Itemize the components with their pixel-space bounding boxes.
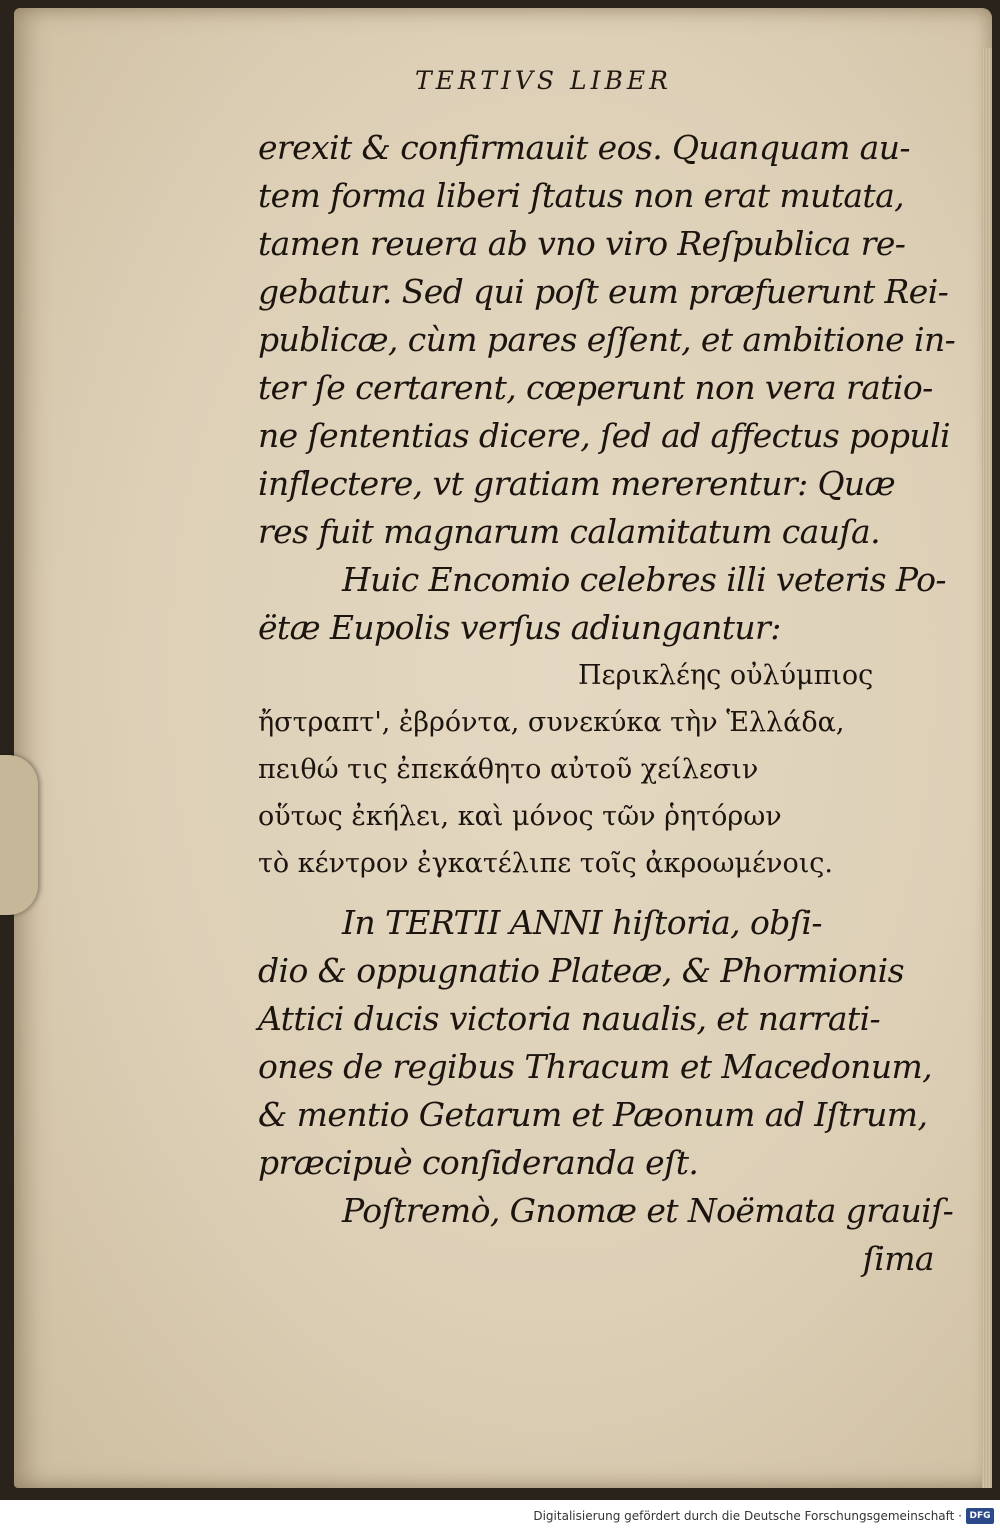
greek-verse-line: ἤστραπτ', ἐβρόντα, συνεκύκα τὴν Ἑλλάδα,	[258, 707, 845, 738]
binding-clip	[0, 755, 38, 915]
dfg-logo-icon: DFG	[966, 1508, 994, 1524]
text-line: res fuit magnarum calamitatum cauſa.	[258, 512, 880, 551]
greek-verse-line: πειθώ τις ἐπεκάθητο αὐτοῦ χείλεσιν	[258, 754, 759, 785]
text-line: & mentio Getarum et Pæonum ad Iſtrum,	[258, 1095, 928, 1134]
text-line: ter ſe certarent, cœperunt non vera ratio-	[258, 368, 933, 407]
text-line: præcipuè conſideranda eſt.	[258, 1143, 699, 1182]
text-line: Poſtremò, Gnomæ et Noëmata grauiſ-	[342, 1191, 954, 1230]
text-line: inflectere, vt gratiam mererentur: Quæ	[258, 464, 896, 503]
text-line: ones de regibus Thracum et Macedonum,	[258, 1047, 933, 1086]
text-line: dio & oppugnatio Plateæ, & Phormionis	[258, 951, 904, 990]
greek-verse-line: τὸ κέντρον ἐγκατέλιπε τοῖς ἀκροωμένοις.	[258, 848, 834, 879]
text-line: ëtæ Eupolis verſus adiungantur:	[258, 608, 781, 647]
text-line: tamen reuera ab vno viro Reſpublica re-	[258, 224, 906, 263]
text-line: erexit & confirmauit eos. Quanquam au-	[258, 128, 910, 167]
text-line: ne ſententias dicere, ſed ad affectus populi	[258, 416, 950, 455]
running-head: TERTIVS LIBER	[415, 66, 672, 95]
footer-credit: Digitalisierung gefördert durch die Deutsche Forschungsgemeinschaft ·	[533, 1509, 962, 1523]
text-line: In TERTII ANNI hiſtoria, obſi-	[342, 903, 822, 942]
paragraph-gap	[258, 887, 958, 899]
catchword: ſima	[862, 1239, 934, 1278]
text-line: tem forma liberi ſtatus non erat mutata,	[258, 176, 905, 215]
text-line: gebatur. Sed qui poſt eum præfuerunt Rei-	[258, 272, 949, 311]
text-line: publicæ, cùm pares eſſent, et ambitione in-	[258, 320, 956, 359]
main-text	[258, 124, 958, 1283]
greek-verse-line: οὕτως ἐκήλει, καὶ μόνος τῶν ῥητόρων	[258, 801, 782, 832]
footer-bar	[0, 1500, 1000, 1533]
text-line: Huic Encomio celebres illi veteris Po-	[342, 560, 946, 599]
text-line: Attici ducis victoria naualis, et narrati-	[258, 999, 881, 1038]
greek-verse-line: Περικλέης οὐλύμπιος	[578, 660, 874, 691]
page-edges	[982, 48, 992, 1488]
